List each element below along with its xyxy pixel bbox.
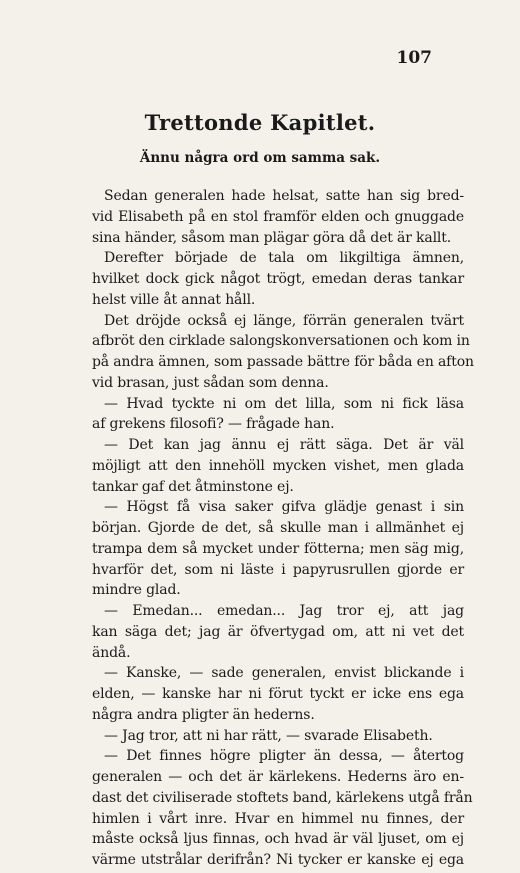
text-line: tankar gaf det åtminstone ej. xyxy=(92,478,294,495)
text-line: — Kanske, — sade generalen, envist blickande i xyxy=(104,665,464,682)
text-line: några andra pligter än hederns. xyxy=(92,706,315,723)
text-line: kan säga det; jag är öfvertygad om, att ni vet det xyxy=(92,623,464,640)
text-line: början. Gjorde de det, så skulle man i allmänhet ej xyxy=(92,520,464,536)
text-line: — Det kan jag ännu ej rätt säga. Det är väl xyxy=(104,437,464,453)
text-line: elden, — kanske har ni förut tyckt er icke ens ega xyxy=(92,686,464,702)
text-line: Det dröjde också ej länge, förrän generalen tvärt xyxy=(104,312,464,329)
text-line: — Emedan... emedan... Jag tror ej, att jag xyxy=(104,603,464,619)
page-number: 107 xyxy=(396,48,432,68)
text-line: ändå. xyxy=(92,644,131,661)
text-line: hvarför det, som ni läste i papyrusrullen gjorde er xyxy=(92,561,464,578)
chapter-subtitle: Ännu några ord om samma sak. xyxy=(139,150,381,166)
text-line: afbröt den cirklade salongskonversationen och kom in xyxy=(92,333,470,350)
text-line: hvilket dock gick något trögt, emedan deras tankar xyxy=(92,271,464,287)
text-line: sina händer, såsom man plägar göra då det är kallt. xyxy=(92,229,452,246)
text-line: — Det finnes högre pligter än dessa, — återtog xyxy=(104,748,464,765)
text-line: — Högst få visa saker gifva glädje genast i sin xyxy=(104,499,464,516)
text-line: generalen — och det är kärlekens. Hederns äro en- xyxy=(92,769,464,785)
text-line: af grekens filosofi? — frågade han. xyxy=(92,416,335,433)
text-line: Derefter började de tala om likgiltiga ämnen, xyxy=(104,250,464,267)
text-line: vid Elisabeth på en stol framför elden och gnuggade xyxy=(92,208,464,225)
text-line: mindre glad. xyxy=(92,582,181,599)
text-line: möjligt att den innehöll mycken vishet, men glada xyxy=(92,457,464,474)
text-line: Sedan generalen hade helsat, satte han sig bred- xyxy=(104,188,464,204)
text-line: vid brasan, just sådan som denna. xyxy=(92,374,329,391)
text-line: — Jag tror, att ni har rätt, — svarade Elisabeth. xyxy=(104,727,433,744)
chapter-title: Trettonde Kapitlet. xyxy=(144,110,376,135)
text-line: trampa dem så mycket under fötterna; men säg mig, xyxy=(92,540,464,557)
body-text xyxy=(92,186,474,871)
text-line: dast det civiliserade stoftets band, kärlekens utgå från xyxy=(92,789,473,806)
text-line: — Hvad tyckte ni om det lilla, som ni fick läsa xyxy=(104,395,464,412)
text-line: värme utstrålar derifrån? Ni tycker er kanske ej ega xyxy=(92,852,464,868)
text-line: helst ville åt annat håll. xyxy=(92,291,256,308)
text-line: himlen i vårt inre. Hvar en himmel nu finnes, der xyxy=(92,810,464,827)
text-line: måste också ljus finnas, och hvad är väl ljuset, om ej xyxy=(92,831,464,848)
text-line: på andra ämnen, som passade bättre för båda en afton xyxy=(92,354,474,370)
